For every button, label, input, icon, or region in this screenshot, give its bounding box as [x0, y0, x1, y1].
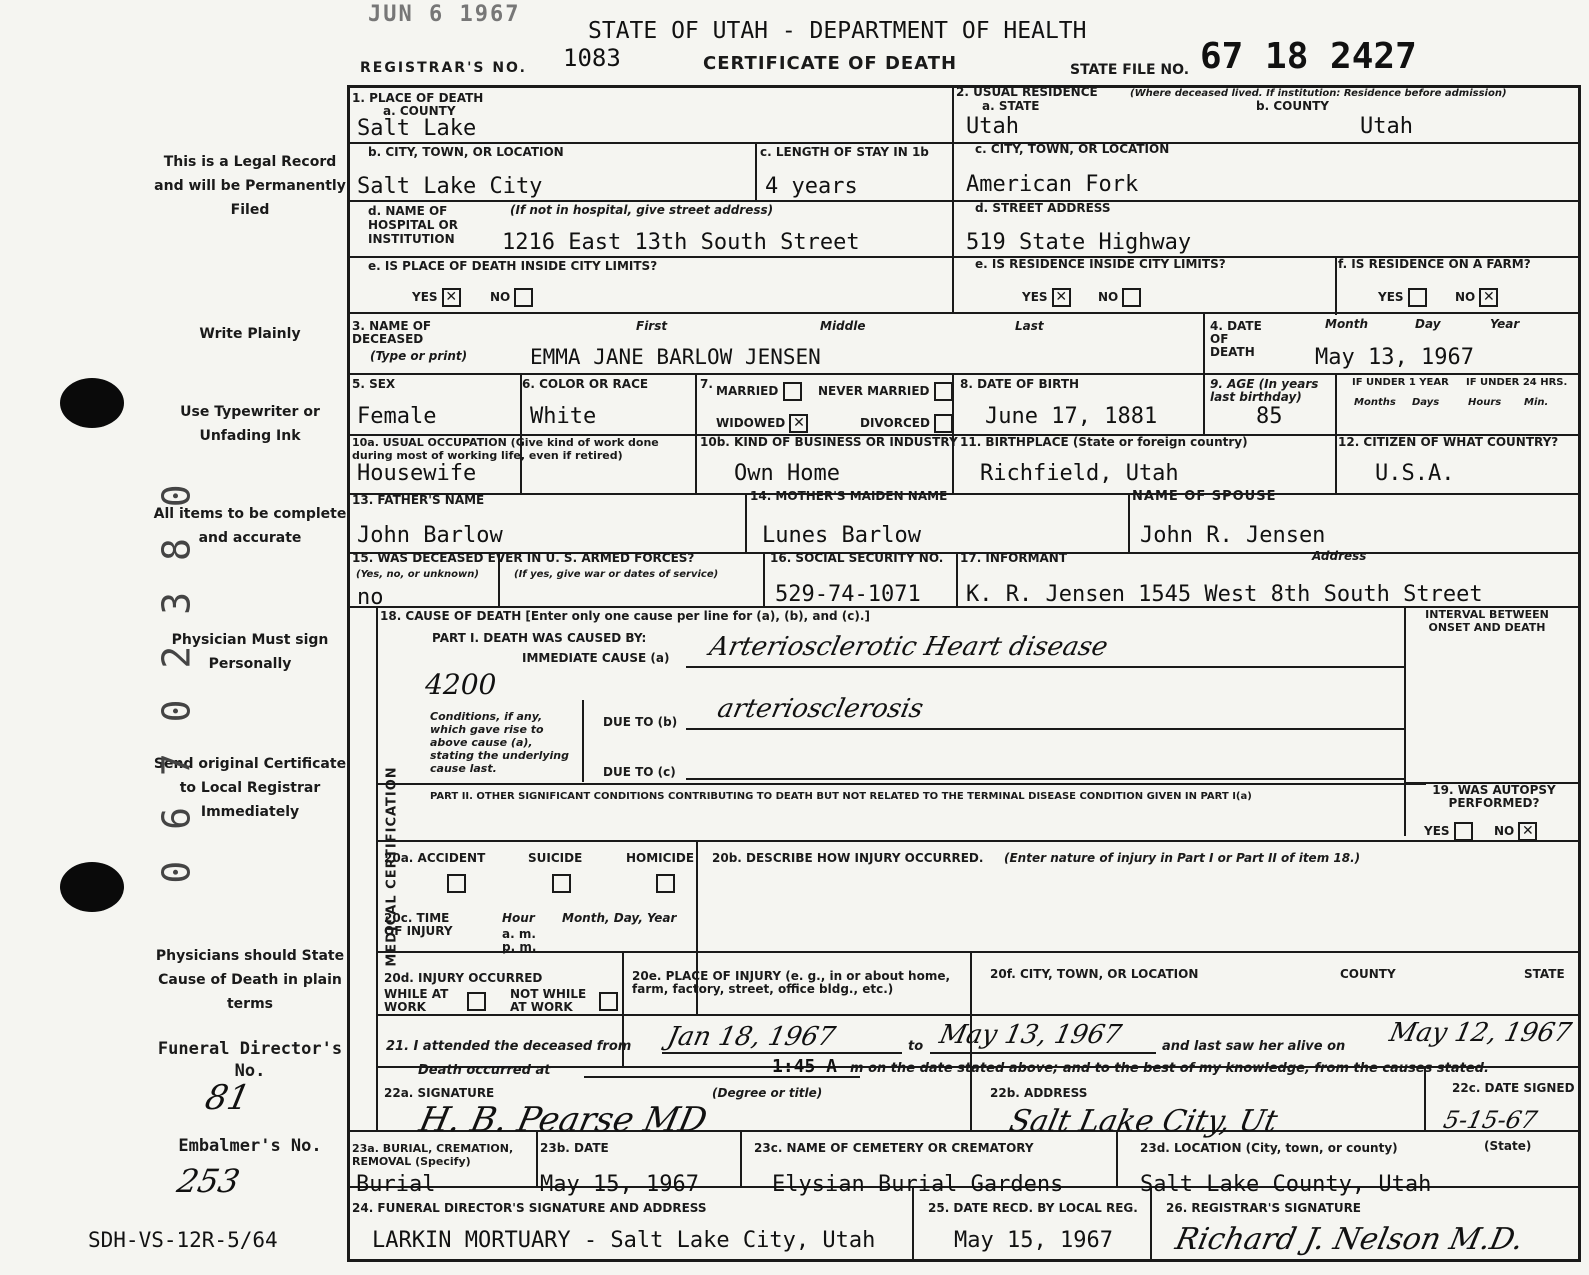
informant-label: 17. INFORMANT [960, 551, 1068, 565]
stay-field: 4 years [765, 174, 858, 199]
death-city-field: Salt Lake City [357, 174, 543, 199]
informant-address-label: Address [1312, 549, 1367, 563]
residence-city-field: American Fork [966, 172, 1139, 197]
birthplace-label: 11. BIRTHPLACE (State or foreign country) [960, 435, 1248, 449]
cause-label: 18. CAUSE OF DEATH [Enter only one cause per line for (a), (b), and (c).] [380, 609, 870, 623]
burial-location-field: Salt Lake County, Utah [1140, 1172, 1432, 1197]
place-of-death-label: 1. PLACE OF DEATH [352, 91, 484, 105]
immediate-cause-field: Arteriosclerotic Heart disease [706, 632, 1111, 662]
funeral-director-field: LARKIN MORTUARY - Salt Lake City, Utah [372, 1228, 876, 1253]
sex-field: Female [357, 404, 437, 429]
burial-state-label: (State) [1484, 1139, 1532, 1153]
cemetery-label: 23c. NAME OF CEMETERY OR CREMATORY [754, 1141, 1034, 1155]
residence-county-label: b. COUNTY [1256, 99, 1329, 113]
not-while-work-label: NOT WHILE AT WORK [510, 987, 587, 1014]
hospital-label: d. NAME OF HOSPITAL OR INSTITUTION [368, 204, 458, 246]
hours-label: Hours [1468, 397, 1502, 408]
registrar-signature: Richard J. Nelson M.D. [1172, 1222, 1527, 1257]
autopsy-yes: YES [1424, 822, 1473, 841]
physician-address-label: 22b. ADDRESS [990, 1086, 1088, 1100]
date-received-field: May 15, 1967 [954, 1228, 1113, 1253]
date-signed-field: 5-15-67 [1441, 1106, 1540, 1134]
attended-to-field: May 13, 1967 [936, 1020, 1125, 1050]
day-label: Day [1415, 317, 1441, 331]
ssn-label: 16. SOCIAL SECURITY NO. [770, 551, 944, 565]
sidebar-note-physician: Physician Must sign Personally [171, 632, 329, 672]
date-of-death-label: 4. DATE OF DEATH [1210, 319, 1262, 359]
burial-location-label: 23d. LOCATION (City, town, or county) [1140, 1141, 1398, 1155]
degree-label: (Degree or title) [712, 1086, 823, 1100]
death-county-field: Salt Lake [357, 116, 477, 141]
received-stamp: JUN 6 1967 [368, 2, 521, 27]
not-while-work-checkbox[interactable] [599, 992, 618, 1011]
physician-address-field: Salt Lake City, Ut [1006, 1104, 1281, 1139]
race-field: White [530, 404, 597, 429]
marital-number: 7. [700, 377, 713, 391]
county-label: a. COUNTY [383, 104, 456, 118]
residence-street-field: 519 State Highway [966, 230, 1192, 255]
state-file-no: 67 18 2427 [1200, 36, 1417, 77]
due-b-field: arteriosclerosis [714, 694, 927, 724]
time-injury-label: 20c. TIME OF INJURY [384, 911, 453, 938]
race-label: 6. COLOR OR RACE [522, 377, 649, 391]
to-label: to [908, 1039, 924, 1054]
disposition-field: Burial [356, 1172, 436, 1197]
ssn-field: 529-74-1071 [775, 582, 921, 607]
married-option: MARRIED [716, 382, 802, 401]
sidebar-note-send: Send original Certificate to Local Registrar Immediately [153, 756, 347, 820]
residence-inside-yes: YES ✕ [1022, 288, 1071, 307]
form-id: SDH-VS-12R-5/64 [88, 1228, 278, 1252]
last-saw-field: May 12, 1967 [1386, 1018, 1575, 1048]
dob-field: June 17, 1881 [985, 404, 1158, 429]
cemetery-field: Elysian Burial Gardens [772, 1172, 1064, 1197]
last-saw-label: and last saw her alive on [1162, 1039, 1346, 1054]
inside-limits-no-checkbox[interactable] [514, 288, 533, 307]
sidebar-note-legal: This is a Legal Record and will be Permanently Filed [154, 154, 346, 218]
farm-no: NO ✕ [1455, 288, 1498, 307]
hospital-note: (If not in hospital, give street address) [510, 203, 774, 217]
widowed-checkbox[interactable]: ✕ [789, 414, 808, 433]
registrar-no-label: REGISTRAR'S NO. [360, 60, 527, 76]
residence-inside-yes-checkbox[interactable]: ✕ [1052, 288, 1071, 307]
death-city-label: b. CITY, TOWN, OR LOCATION [368, 145, 564, 159]
divorced-option: DIVORCED [860, 414, 953, 433]
armed-forces-field: no [357, 585, 384, 610]
residence-county-field: Utah [1360, 114, 1413, 139]
autopsy-no-checkbox[interactable]: ✕ [1518, 822, 1537, 841]
injury-city-label: 20f. CITY, TOWN, OR LOCATION [990, 967, 1199, 981]
inside-limits-label: e. IS PLACE OF DEATH INSIDE CITY LIMITS? [368, 259, 658, 273]
widowed-option: WIDOWED ✕ [716, 414, 808, 433]
informant-field: K. R. Jensen 1545 West 8th South Street [966, 582, 1483, 607]
vertical-file-number: 0 6 7 0 2 3 8 0 [154, 480, 199, 884]
inside-limits-yes-checkbox[interactable]: ✕ [442, 288, 461, 307]
farm-yes-checkbox[interactable] [1408, 288, 1427, 307]
injury-state-label: STATE [1524, 967, 1565, 981]
citizen-field: U.S.A. [1375, 461, 1455, 486]
year-label: Year [1490, 317, 1520, 331]
residence-label: 2. USUAL RESIDENCE [956, 85, 1098, 99]
autopsy-yes-checkbox[interactable] [1454, 822, 1473, 841]
mdy-label: Month, Day, Year [562, 911, 677, 925]
suicide-checkbox[interactable] [552, 874, 571, 893]
certificate-title: CERTIFICATE OF DEATH [703, 53, 958, 74]
funeral-director-label: Funeral Director's No. [157, 1039, 343, 1081]
residence-inside-label: e. IS RESIDENCE INSIDE CITY LIMITS? [975, 257, 1226, 271]
death-time-field: 1:45 A [772, 1056, 838, 1077]
date-received-label: 25. DATE RECD. BY LOCAL REG. [928, 1201, 1138, 1215]
days-label: Days [1412, 397, 1440, 408]
death-tail-label: m on the date stated above; and to the best of my knowledge, from the causes stated. [850, 1061, 1489, 1076]
name-label: 3. NAME OF DECEASED [352, 319, 432, 346]
inside-limits-no: NO [490, 288, 533, 307]
stay-label: c. LENGTH OF STAY IN 1b [760, 145, 929, 159]
autopsy-no: NO ✕ [1494, 822, 1537, 841]
attended-from-field: Jan 18, 1967 [664, 1022, 838, 1052]
father-label: 13. FATHER'S NAME [352, 493, 485, 507]
accident-label: 20a. ACCIDENT [384, 851, 486, 865]
disposition-label: 23a. BURIAL, CREMATION, REMOVAL (Specify) [352, 1142, 514, 1168]
divorced-checkbox[interactable] [934, 414, 953, 433]
punch-hole-bottom [60, 862, 124, 912]
residence-city-label: c. CITY, TOWN, OR LOCATION [975, 142, 1170, 156]
state-file-label: STATE FILE NO. [1070, 62, 1190, 78]
date-of-death-field: May 13, 1967 [1315, 345, 1474, 370]
occupation-field: Housewife [357, 461, 477, 486]
mother-label: 14. MOTHER'S MAIDEN NAME [750, 489, 948, 503]
agency-title: STATE OF UTAH - DEPARTMENT OF HEALTH [588, 18, 1087, 44]
first-label: First [636, 319, 668, 333]
autopsy-label: 19. WAS AUTOPSY PERFORMED? [1432, 783, 1556, 810]
while-work-label: WHILE AT WORK [384, 987, 449, 1014]
last-label: Last [1015, 319, 1044, 333]
embalmer-label: Embalmer's No. [178, 1136, 322, 1156]
medical-certification-label: MEDICAL CERTIFICATION [384, 766, 400, 967]
sidebar-note-complete: All items to be complete and accurate [153, 506, 347, 546]
sidebar-note-typewriter: Use Typewriter or Unfading Ink [180, 404, 320, 444]
registrar-signature-label: 26. REGISTRAR'S SIGNATURE [1166, 1201, 1361, 1215]
funeral-director-no: 81 [201, 1078, 254, 1118]
married-checkbox[interactable] [783, 382, 802, 401]
inside-limits-yes: YES ✕ [412, 288, 461, 307]
business-label: 10b. KIND OF BUSINESS OR INDUSTRY [700, 435, 958, 449]
sex-label: 5. SEX [352, 377, 396, 391]
citizen-label: 12. CITIZEN OF WHAT COUNTRY? [1338, 435, 1559, 449]
mother-field: Lunes Barlow [762, 523, 921, 548]
residence-inside-no-checkbox[interactable] [1122, 288, 1141, 307]
while-work-checkbox[interactable] [467, 992, 486, 1011]
registrar-no: 1083 [563, 44, 621, 72]
armed-forces-label: 15. WAS DECEASED EVER IN U. S. ARMED FORCES? [352, 551, 695, 565]
residence-note: (Where deceased lived. If institution: Residence before admission) [1130, 88, 1507, 99]
deceased-name-field: EMMA JANE BARLOW JENSEN [530, 345, 821, 369]
name-sub-label: (Type or print) [370, 349, 468, 363]
burial-date-field: May 15, 1967 [540, 1172, 699, 1197]
part2-label: PART II. OTHER SIGNIFICANT CONDITIONS CONTRIBUTING TO DEATH BUT NOT RELATED TO THE TERMINAL DISEASE CONDITION GIVEN IN PART I(a) [430, 791, 1252, 802]
residence-state-label: a. STATE [982, 99, 1040, 113]
month-label: Month [1325, 317, 1369, 331]
never-married-checkbox[interactable] [934, 382, 953, 401]
under-24-hrs-label: IF UNDER 24 HRS. [1466, 377, 1568, 388]
part1-label: PART I. DEATH WAS CAUSED BY: [432, 631, 647, 645]
dob-label: 8. DATE OF BIRTH [960, 377, 1080, 391]
am-pm-label: a. m. p. m. [502, 927, 537, 954]
injury-occurred-label: 20d. INJURY OCCURRED [384, 971, 543, 985]
due-c-label: DUE TO (c) [603, 765, 676, 779]
armed-sub1-label: (Yes, no, or unknown) [356, 569, 479, 580]
suicide-label: SUICIDE [528, 851, 583, 865]
homicide-checkbox[interactable] [656, 874, 675, 893]
farm-no-checkbox[interactable]: ✕ [1479, 288, 1498, 307]
homicide-label: HOMICIDE [626, 851, 695, 865]
sidebar-note-write: Write Plainly [199, 326, 301, 342]
hospital-field: 1216 East 13th South Street [502, 230, 860, 255]
age-label: 9. AGE (In years last birthday) [1210, 377, 1319, 404]
spouse-label: NAME OF SPOUSE [1132, 489, 1277, 504]
injury-desc-note: (Enter nature of injury in Part I or Part II of item 18.) [1004, 851, 1361, 865]
cause-code: 4200 [421, 668, 500, 701]
spouse-field: John R. Jensen [1140, 523, 1326, 548]
middle-label: Middle [820, 319, 866, 333]
punch-hole-top [60, 378, 124, 428]
funeral-director-sig-label: 24. FUNERAL DIRECTOR'S SIGNATURE AND ADDRESS [352, 1201, 707, 1215]
attended-label: 21. I attended the deceased from [386, 1039, 632, 1054]
injury-county-label: COUNTY [1340, 967, 1396, 981]
due-b-label: DUE TO (b) [603, 715, 678, 729]
date-signed-label: 22c. DATE SIGNED [1452, 1081, 1575, 1095]
accident-checkbox[interactable] [447, 874, 466, 893]
business-field: Own Home [734, 461, 840, 486]
min-label: Min. [1524, 397, 1549, 408]
embalmer-no: 253 [173, 1162, 244, 1200]
never-married-option: NEVER MARRIED [818, 382, 953, 401]
months-label: Months [1354, 397, 1396, 408]
conditions-note: Conditions, if any, which gave rise to above cause (a), stating the underlying cause last. [430, 710, 570, 775]
burial-date-label: 23b. DATE [540, 1141, 609, 1155]
injury-desc-label: 20b. DESCRIBE HOW INJURY OCCURRED. [712, 851, 984, 865]
father-field: John Barlow [357, 523, 503, 548]
place-injury-label: 20e. PLACE OF INJURY (e. g., in or about home, farm, factory, street, office bldg., etc.) [632, 969, 951, 996]
physician-signature: H. B. Pearse MD [415, 1100, 711, 1140]
hour-label: Hour [502, 911, 535, 925]
occupation-label: 10a. USUAL OCCUPATION (Give kind of work done during most of working life, even if retired) [352, 436, 659, 462]
under-1-year-label: IF UNDER 1 YEAR [1352, 377, 1449, 388]
age-field: 85 [1256, 404, 1283, 429]
residence-inside-no: NO [1098, 288, 1141, 307]
immediate-label: IMMEDIATE CAUSE (a) [522, 651, 670, 665]
residence-state-field: Utah [966, 114, 1019, 139]
death-occurred-label: Death occurred at [418, 1063, 551, 1078]
interval-label: INTERVAL BETWEEN ONSET AND DEATH [1425, 608, 1549, 634]
farm-label: f. IS RESIDENCE ON A FARM? [1338, 257, 1531, 271]
birthplace-field: Richfield, Utah [980, 461, 1179, 486]
residence-street-label: d. STREET ADDRESS [975, 201, 1111, 215]
farm-yes: YES [1378, 288, 1427, 307]
sidebar-note-plain: Physicians should State Cause of Death in plain terms [155, 948, 345, 1012]
armed-sub2-label: (If yes, give war or dates of service) [514, 569, 719, 580]
signature-label: 22a. SIGNATURE [384, 1086, 495, 1100]
